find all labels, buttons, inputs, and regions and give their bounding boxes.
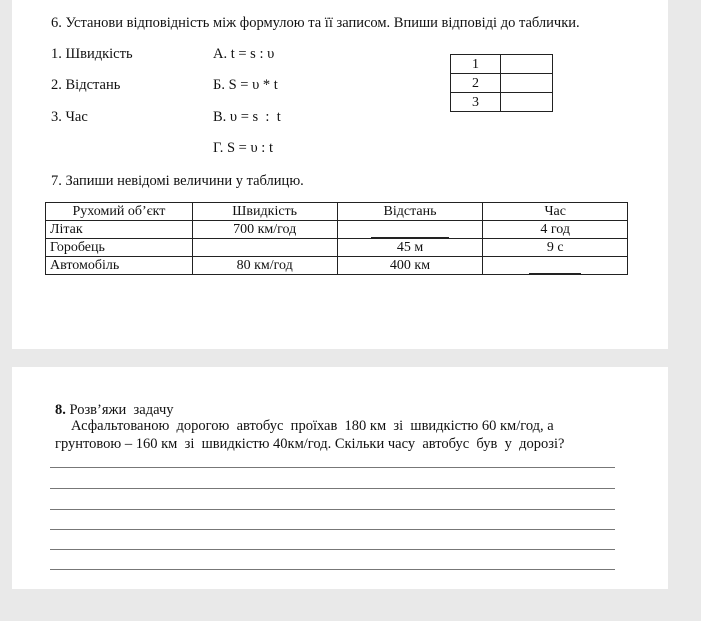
answer-line[interactable] <box>50 529 615 530</box>
task8-text-line2: грунтовою – 160 км зі швидкістю 40км/год. Скільки часу автобус був у дорозі? <box>55 436 565 452</box>
answer-cell[interactable] <box>501 74 553 93</box>
cell-time: 4 год <box>483 221 628 239</box>
worksheet-page-1 <box>12 0 668 349</box>
answer-line[interactable] <box>50 509 615 510</box>
table-row <box>46 221 628 239</box>
header-distance: Відстань <box>337 203 483 221</box>
cell-speed: 80 км/год <box>192 257 337 275</box>
task6-title: 6. Установи відповідність між формулою та її записом. Впиши відповіді до таблички. <box>51 15 580 31</box>
answer-line[interactable] <box>50 549 615 550</box>
answer-cell[interactable] <box>501 93 553 112</box>
answer-row-number: 3 <box>451 93 501 112</box>
task6-item-distance: 2. Відстань <box>51 77 121 93</box>
cell-object: Горобець <box>46 239 193 257</box>
table-header-row <box>46 203 628 221</box>
task6-answer-table <box>450 54 553 112</box>
task7-title: 7. Запиши невідомі величини у таблицю. <box>51 173 304 189</box>
task8-number: 8. <box>55 402 66 418</box>
answer-row-number: 1 <box>451 55 501 74</box>
cell-distance-blank[interactable] <box>337 221 483 239</box>
header-object: Рухомий об’єкт <box>46 203 193 221</box>
answer-cell[interactable] <box>501 55 553 74</box>
answer-row <box>451 93 553 112</box>
header-time: Час <box>483 203 628 221</box>
task8-text-line1: Асфальтованою дорогою автобус проїхав 180 км зі швидкістю 60 км/год, а <box>71 418 554 434</box>
cell-distance: 45 м <box>337 239 483 257</box>
cell-object: Автомобіль <box>46 257 193 275</box>
task6-item-time: 3. Час <box>51 109 88 125</box>
task6-option-g: Г. S = υ : t <box>213 140 273 156</box>
cell-speed: 700 км/год <box>192 221 337 239</box>
cell-time-blank[interactable] <box>483 257 628 275</box>
answer-line[interactable] <box>50 488 615 489</box>
worksheet-page-2 <box>12 367 668 589</box>
task8-heading <box>55 402 174 418</box>
table-row <box>46 239 628 257</box>
table-row <box>46 257 628 275</box>
task8-title: Розв’яжи задачу <box>69 402 174 418</box>
task6-option-b: Б. S = υ * t <box>213 77 278 93</box>
cell-distance: 400 км <box>337 257 483 275</box>
cell-speed-blank[interactable] <box>192 239 337 257</box>
answer-row <box>451 74 553 93</box>
cell-object: Літак <box>46 221 193 239</box>
task6-option-v: В. υ = s : t <box>213 109 281 125</box>
answer-row-number: 2 <box>451 74 501 93</box>
task7-table <box>45 202 628 275</box>
answer-line[interactable] <box>50 467 615 468</box>
answer-line[interactable] <box>50 569 615 570</box>
cell-time: 9 с <box>483 239 628 257</box>
answer-row <box>451 55 553 74</box>
task6-item-speed: 1. Швидкість <box>51 46 133 62</box>
header-speed: Швидкість <box>192 203 337 221</box>
task6-option-a: А. t = s : υ <box>213 46 275 62</box>
